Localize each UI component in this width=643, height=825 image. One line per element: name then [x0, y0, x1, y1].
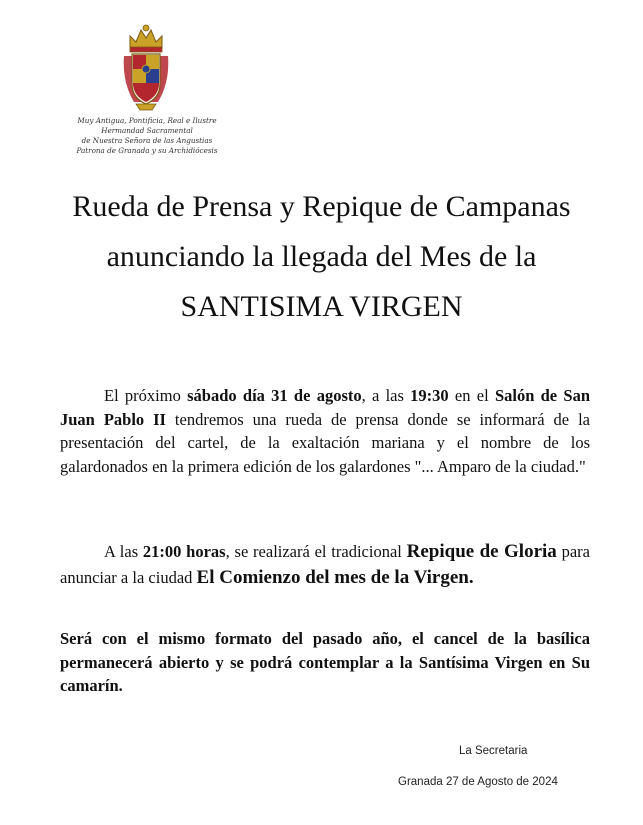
- event-name: Repique de Gloria: [406, 541, 557, 562]
- title-line: SANTISIMA VIRGEN: [180, 290, 463, 323]
- paragraph-text: , a las: [361, 386, 411, 405]
- signature-date: Granada 27 de Agosto de 2024: [398, 776, 558, 788]
- brotherhood-line: de Nuestra Señora de las Angustias: [81, 136, 213, 145]
- event-venue: Salón de San Juan Pablo II: [60, 386, 591, 429]
- event-time: 19:30: [410, 386, 449, 405]
- paragraph-text: para anunciar a la ciudad: [60, 542, 590, 587]
- format-paragraph: Será con el mismo formato del pasado año, el cancel de la basílica permanecerá abierto y se podrá contemplar a la Santísima Virgen en Su camarín.: [60, 629, 590, 695]
- title-line: Rueda de Prensa y Repique de Campanas: [72, 190, 571, 223]
- event-highlight: El Comienzo del mes de la Virgen.: [196, 567, 474, 588]
- paragraph-text: tendremos una rueda de prensa donde se informará de la presentación del cartel, de la exaltación mariana y el nombre de los galardonados en la primera edición de los galardones "... Amparo de la ciudad.": [60, 409, 590, 476]
- paragraph-text: , se realizará el tradicional: [225, 542, 407, 561]
- paragraph-text: en el: [448, 386, 495, 405]
- signature-role: La Secretaria: [459, 745, 528, 757]
- event-time: 21:00 horas: [142, 542, 226, 561]
- brotherhood-name: [62, 116, 232, 156]
- coat-of-arms-icon: [120, 22, 172, 114]
- paragraph-text: El próximo: [104, 386, 188, 405]
- document-title: [20, 182, 623, 332]
- paragraph-text: A las: [104, 542, 143, 561]
- title-line: anunciando la llegada del Mes de la: [106, 240, 537, 273]
- brotherhood-line: Hermandad Sacramental: [101, 126, 193, 135]
- bell-ringing-paragraph: [60, 539, 590, 591]
- brotherhood-line: Patrona de Granada y su Archidiócesis: [76, 146, 218, 155]
- brotherhood-line: Muy Antigua, Pontificia, Real e Ilustre: [77, 116, 217, 125]
- event-date: sábado día 31 de agosto: [187, 386, 362, 405]
- press-conference-paragraph: [60, 384, 590, 478]
